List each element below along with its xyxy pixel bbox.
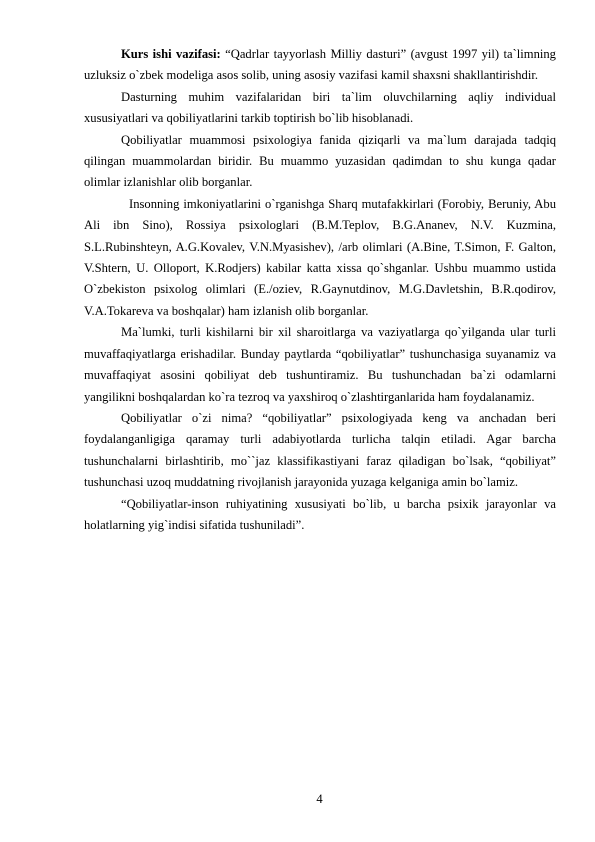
paragraph-definition-quote: “Qobiliyatlar-inson ruhiyatining xususiyati bo`lib, u barcha psixik jarayonlar va holatlarning yig`indisi sifatida tushuniladi”. [84, 496, 556, 532]
paragraph-problem: Qobiliyatlar muammosi psixologiya fanida qiziqarli va ma`lum darajada tadqiq qilingan muammolardan biridir. Bu muammo yuzasidan qadimdan to shu kunga qadar olimlar izlanishlar olib borganlar. [84, 132, 556, 190]
paragraph-task [84, 44, 556, 87]
paragraph-lead-label: Kurs ishi vazifasi: [121, 47, 221, 61]
paragraph-definition-question: Qobiliyatlar o`zi nima? “qobiliyatlar” psixologiyada keng va anchadan beri foydalanganligiga qaramay turli adabiyotlarda turlicha talqin etiladi. Agar barcha tushunchalarni birlashtirib, mo``jaz klassifikastiyani faraz qiladigan bo`lsak, “qobiliyat” tushunchasi uzoq muddatning rivojlanish jarayonida yuzaga kelganiga amin bo`lamiz. [84, 410, 556, 490]
page-number: 4 [316, 792, 323, 806]
paragraph-scholars: Insonning imkoniyatlarini o`rganishga Sharq mutafakkirlari (Forobiy, Beruniy, Abu Ali ibn Sino), Rossiya psixologlari (B.M.Teplov, B.G.Ananev, N.V. Kuzmina, S.L.Rubinshteyn, A.G.Kovalev, V.N.Myasishev), /arb olimlari (A.Bine, T.Simon, F. Galton, V.Shtern, U. Olloport, K.Rodjers) kabilar katta xissa qo`shganlar. Ushbu muammo ustida O`zbekiston psixolog olimlari (E./oziev, R.Gaynutdinov, M.G.Davletshin, B.R.qodirov, V.A.Tokareva va boshqalar) ham izlanish olib borganlar. [84, 196, 556, 318]
paragraph-program: Dasturning muhim vazifalaridan biri ta`lim oluvchilarning aqliy individual xususiyatlari va qobiliyatlarini tarkib toptirish bo`lib hisoblanadi. [84, 89, 556, 126]
document-page [84, 44, 556, 536]
paragraph-success: Ma`lumki, turli kishilarni bir xil sharoitlarga va vaziyatlarga qo`yilganda ular turli muvaffaqiyatlarga erishadilar. Bunday paytlarda “qobiliyatlar” tushunchasiga suyanamiz va muvaffaqiyat asosini qobiliyat deb tushuntiramiz. Bu tushunchadan ba`zi odamlarni yangilikni boshqalardan ko`ra tezroq va yaxshiroq o`zlashtirganlarida ham foydalanamiz. [84, 325, 556, 404]
paragraph-text: “Qadrlar tayyorlash Milliy dasturi” (avgust 1997 yil) ta`limning uzluksiz o`zbek modeliga asos solib, uning asosiy vazifasi kamil shaxsni shakllantirishdir. [84, 47, 556, 83]
